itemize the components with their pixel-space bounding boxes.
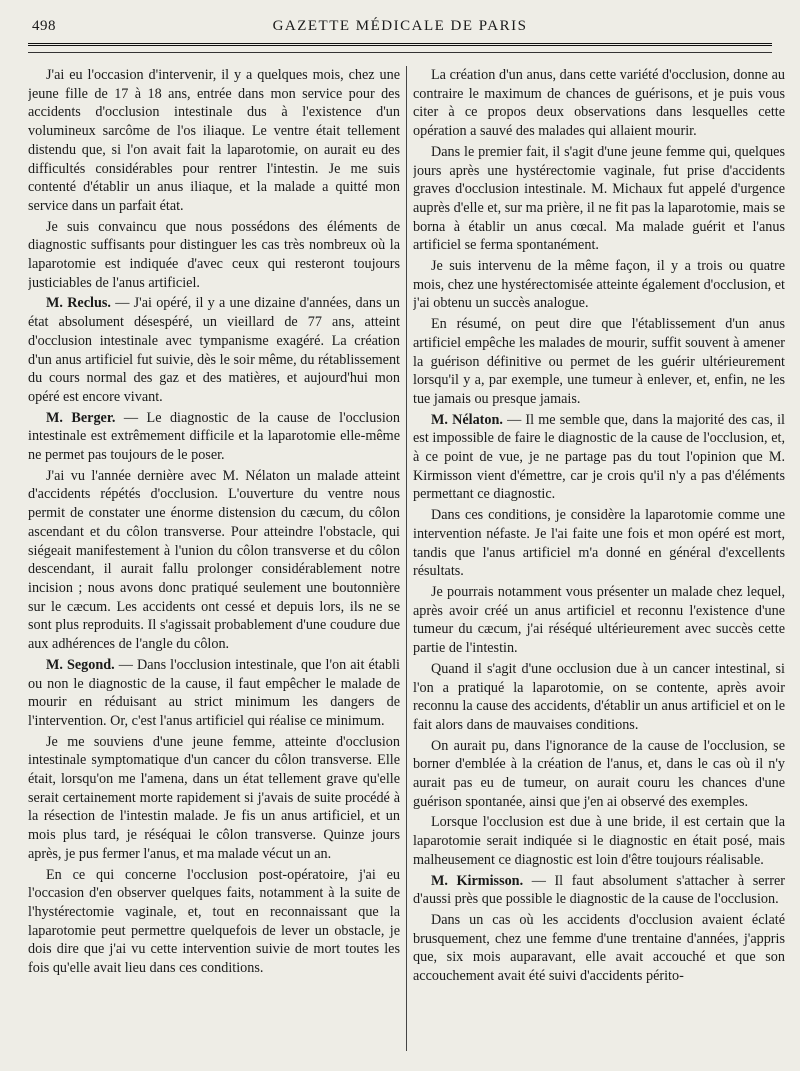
paragraph-text: — Le diagnostic de la cause de l'occlusion intestinale est extrêmement difficile et la laparotomie elle-même ne permet pas toujours de le poser.	[28, 409, 400, 464]
paragraph-text: — Dans l'occlusion intestinale, que l'on ait établi ou non le diagnostic de la cause, il faut empêcher le malade de mourir en réduisant au strict minimum les dangers de l'intervention. Or, c'est l'anus artificiel qui réalise ce minimum.	[28, 656, 400, 729]
page-number: 498	[32, 18, 56, 34]
left-column	[28, 66, 400, 1051]
paragraph	[413, 143, 785, 255]
speaker-name: M. Segond.	[46, 656, 115, 673]
paragraph-text: Dans le premier fait, il s'agit d'une jeune femme qui, quelques jours après une hystérectomie vaginale, fut prise d'accidents graves d'occlusion intestinale. M. Michaux fut appelé d'urgence auprès d'elle et, sur ma prière, il ne fit pas la laparotomie, mais se borna à établir un anus cœcal. Ma malade guérit et l'anus artificiel se ferma spontanément.	[413, 143, 785, 254]
paragraph-text: En ce qui concerne l'occlusion post-opératoire, j'ai eu l'occasion d'en observer quelques faits, notamment à la suite de l'hystérectomie vaginale, et, tout en reconnaissant que la laparotomie peut permettre quelquefois de lever un obstacle, je dois dire que j'ai vu cette intervention suivie de mort toutes les fois qu'elle avait lieu dans ces conditions.	[28, 866, 400, 977]
paragraph	[28, 866, 400, 978]
paragraph	[413, 872, 785, 909]
speaker-name: M. Kirmisson.	[431, 872, 524, 889]
paragraph	[413, 583, 785, 658]
column-divider	[406, 66, 407, 1051]
paragraph	[413, 813, 785, 869]
paragraph-text: Dans un cas où les accidents d'occlusion avaient éclaté brusquement, chez une femme d'une trentaine d'années, j'appris que, six mois auparavant, elle avait accouché et que son accouchement avait été suivi d'accidents périto-	[413, 911, 785, 985]
paragraph	[28, 733, 400, 864]
paragraph-text: En résumé, on peut dire que l'établissement d'un anus artificiel empêche les malades de mourir, suffit souvent à amener la guérison définitive ou permet de les guérir ultérieurement lorsqu'il y a, par exemple, une tumeur à enlever, et, enfin, ne les tue jamais ou presque jamais.	[413, 316, 785, 407]
paragraph-text: La création d'un anus, dans cette variété d'occlusion, donne au contraire le maximum de chances de guérisons, et je puis vous citer à ce propos deux observations dans lesquelles cette opération a sauvé des malades qui allaient mourir.	[413, 67, 785, 140]
paragraph-text: Je suis intervenu de la même façon, il y a trois ou quatre mois, chez une hystérectomisée atteinte également d'occlusion, et j'ai obtenu un succès analogue.	[413, 258, 785, 312]
paragraph	[413, 737, 785, 812]
paragraph	[28, 409, 400, 465]
paragraph-text: Quand il s'agit d'une occlusion due à un cancer intestinal, si l'on a pratiqué la laparotomie, on se contente, après avoir reconnu la cause des accidents, d'établir un anus artificiel et on le fait alors dans de mauvaises conditions.	[413, 660, 785, 733]
paragraph-text: Je me souviens d'une jeune femme, atteinte d'occlusion intestinale symptomatique d'un cancer du côlon transverse. Elle était, lorsqu'on me l'amena, dans un état tellement grave qu'elle serait certainement morte rapidement si j'avais de suite procédé à la résection de l'intestin malade. Je fis un anus artificiel, et un mois plus tard, je réséquai le côlon transverse. Quinze jours après, je pus fermer l'anus, et ma malade vécut un an.	[28, 733, 400, 862]
paragraph-text: Je pourrais notamment vous présenter un malade chez lequel, après avoir créé un anus artificiel et reconnu l'existence d'une tumeur du cæcum, j'ai réséqué ultérieurement avec succès cette partie de l'intestin.	[413, 583, 785, 657]
paragraph-text: Je suis convaincu que nous possédons des éléments de diagnostic suffisants pour distinguer les cas très nombreux où la laparotomie est indiquée d'avec ceux qui resteront toujours justiciables de l'anus artificiel.	[28, 218, 400, 291]
paragraph-text: On aurait pu, dans l'ignorance de la cause de l'occlusion, se borner d'emblée à la création de l'anus, et, dans le cas où il n'y aurait pas eu de tumeur, on aurait couru les chances d'une guérison spontanée, ainsi que j'en ai observé des exemples.	[413, 737, 785, 810]
right-column	[413, 66, 785, 1051]
header-rule	[28, 52, 772, 53]
paragraph-text: Dans ces conditions, je considère la laparotomie comme une intervention néfaste. Je l'ai faite une fois et mon opéré est mort, tandis que l'anus artificiel m'a donné en général d'excellents résultats.	[413, 507, 785, 580]
paragraph	[413, 911, 785, 986]
paragraph	[413, 411, 785, 505]
paragraph	[28, 467, 400, 654]
paragraph-text: Lorsque l'occlusion est due à une bride, il est certain que la laparotomie serait indiquée si le diagnostic en était posé, mais malheusement ce diagnostic est loin d'être toujours réalisable.	[413, 814, 785, 868]
article-body	[28, 66, 786, 1051]
paragraph-text: — Il me semble que, dans la majorité des cas, il est impossible de faire le diagnostic de la cause de l'occlusion, et, à ce point de vue, je ne partage pas du tout l'opinion que M. Kirmisson vient d'émettre, car je crois qu'il n'y a pas d'éléments permettant ce diagnostic.	[413, 411, 785, 503]
header-double-rule	[28, 43, 772, 46]
paragraph	[28, 656, 400, 731]
paragraph	[413, 66, 785, 141]
speaker-name: M. Nélaton.	[431, 411, 503, 428]
paragraph	[28, 294, 400, 406]
speaker-name: M. Berger.	[46, 409, 116, 426]
paragraph-text: J'ai vu l'année dernière avec M. Nélaton un malade atteint d'accidents répétés d'occlusion. L'ouverture du ventre nous permit de constater une énorme distension du cæcum, du côlon ascendant et du côlon transverse. Pour atteindre l'obstacle, qui siégeait manifestement à l'union du côlon transverse et du côlon descendant, il aurait fallu prolonger considérablement notre incision ; nous avons donc pratiqué seulement une boutonnière sur le cæcum. Les accidents ont cessé et depuis lors, ils ne se sont plus reproduits. Il s'agissait probablement d'une coudure due aux adhérences de l'angle du côlon.	[28, 467, 400, 653]
paragraph	[413, 315, 785, 409]
paragraph-text: J'ai eu l'occasion d'intervenir, il y a quelques mois, chez une jeune fille de 17 à 18 ans, entrée dans mon service pour des accidents d'occlusion intestinale dus à l'existence d'un volumineux sarcôme de l'os iliaque. Le ventre était tellement distendu que, si l'on avait fait la laparotomie, on aurait eu des difficultés considérables pour rentrer l'intestin. Je me suis contenté d'établir un anus iliaque, et la malade a quitté mon service dans un parfait état.	[28, 67, 400, 214]
paragraph	[28, 66, 400, 216]
paragraph	[413, 660, 785, 735]
paragraph-text: — J'ai opéré, il y a une dizaine d'années, dans un état absolument désespéré, un vieillard de 77 ans, atteint d'occlusion intestinale avec tympanisme exagéré. La création d'un anus artificiel fut suivie, dès le soir même, du rétablissement du cours normal des gaz et des matières, et aujourd'hui mon opéré est encore vivant.	[28, 295, 400, 405]
running-title: GAZETTE MÉDICALE DE PARIS	[272, 18, 528, 34]
paragraph	[413, 506, 785, 581]
paragraph-text: — Il faut absolument s'attacher à serrer d'aussi près que possible le diagnostic de la cause de l'occlusion.	[413, 872, 785, 908]
paragraph	[28, 218, 400, 293]
page-header	[28, 14, 772, 38]
speaker-name: M. Reclus.	[46, 295, 111, 312]
paragraph	[413, 257, 785, 313]
